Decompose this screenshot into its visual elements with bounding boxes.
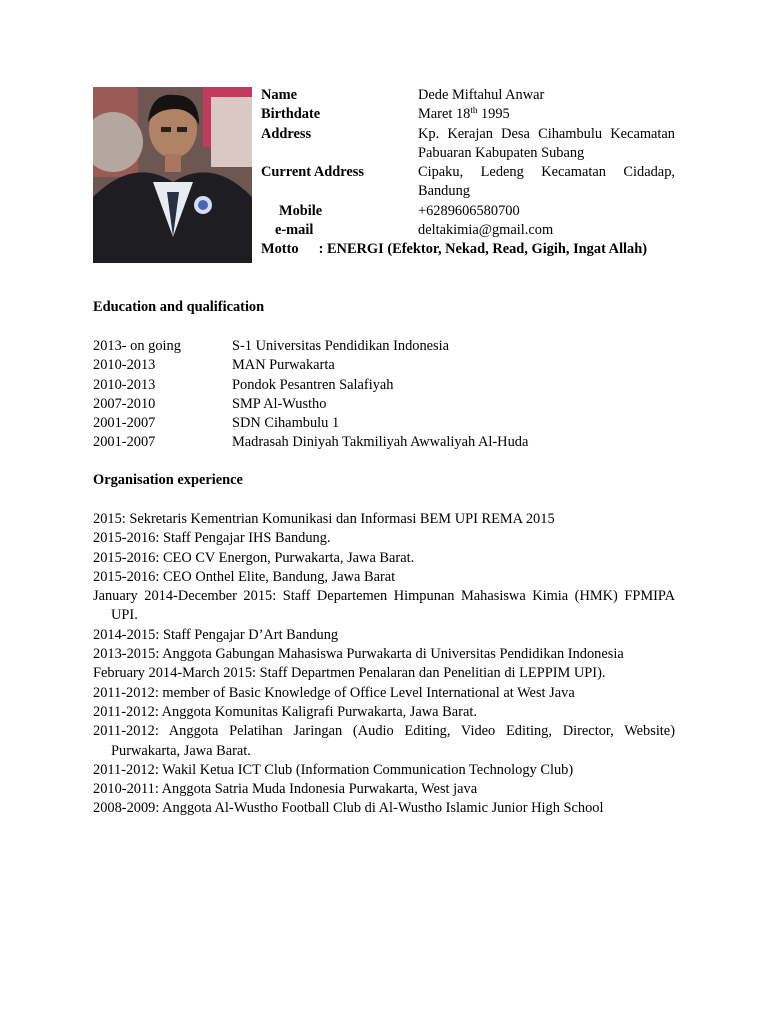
current-address-line-2: Bandung <box>418 183 470 200</box>
organisation-item: 2015-2016: CEO Onthel Elite, Bandung, Jawa Barat <box>93 568 396 585</box>
education-institution: Madrasah Diniyah Takmiliyah Awwaliyah Al-Huda <box>232 434 529 451</box>
education-years: 2001-2007 <box>93 415 156 432</box>
education-institution: S-1 Universitas Pendidikan Indonesia <box>232 338 450 354</box>
organisation-heading: Organisation experience <box>93 472 243 488</box>
organisation-item: 2008-2009: Anggota Al-Wustho Football Club di Al-Wustho Islamic Junior High School <box>93 800 604 817</box>
organisation-item: 2014-2015: Staff Pengajar D’Art Bandung <box>93 626 339 643</box>
organisation-item: 2013-2015: Anggota Gabungan Mahasiswa Purwakarta di Universitas Pendidikan Indonesia <box>93 646 624 663</box>
personal-info <box>261 86 675 260</box>
education-years: 2010-2013 <box>93 357 156 374</box>
organisation-item: 2011-2012: Wakil Ketua ICT Club (Information Communication Technology Club) <box>93 761 574 778</box>
birthdate-value: Maret 18th 1995 <box>418 105 510 123</box>
organisation-item: 2011-2012: member of Basic Knowledge of Office Level International at West Java <box>93 684 575 701</box>
motto-value: : ENERGI (Efektor, Nekad, Read, Gigih, Ingat Allah) <box>318 241 648 258</box>
education-institution: Pondok Pesantren Salafiyah <box>232 376 394 393</box>
current-address-label: Current Address <box>261 164 365 181</box>
education-years: 2013- on going <box>93 338 181 354</box>
organisation-item: 2011-2012: Anggota Komunitas Kaligrafi Purwakarta, Jawa Barat. <box>93 703 477 720</box>
education-years: 2001-2007 <box>93 434 156 451</box>
name-value: Dede Miftahul Anwar <box>418 87 545 103</box>
education-years: 2007-2010 <box>93 395 156 412</box>
portrait-photo-icon <box>93 87 252 263</box>
organisation-list <box>93 510 675 819</box>
organisation-item: 2011-2012: Anggota Pelatihan Jaringan (Audio Editing, Video Editing, Director, Website) Purwakarta, Jawa Barat. <box>93 723 675 759</box>
organisation-item: 2015: Sekretaris Kementrian Komunikasi dan Informasi BEM UPI REMA 2015 <box>93 511 555 527</box>
name-label: Name <box>261 87 297 103</box>
education-years: 2010-2013 <box>93 376 156 393</box>
organisation-item: 2010-2011: Anggota Satria Muda Indonesia Purwakarta, West java <box>93 781 478 798</box>
education-institution: SMP Al-Wustho <box>232 395 327 412</box>
address-line-1: Kp. Kerajan Desa Cihambulu Kecamatan <box>418 125 675 142</box>
current-address-line-1: Cipaku, Ledeng Kecamatan Cidadap, <box>418 164 675 181</box>
education-institution: MAN Purwakarta <box>232 357 335 374</box>
education-institution: SDN Cihambulu 1 <box>232 415 340 432</box>
address-line-2: Pabuaran Kabupaten Subang <box>418 144 585 161</box>
mobile-value: +6289606580700 <box>418 202 520 219</box>
organisation-item: 2015-2016: CEO CV Energon, Purwakarta, Jawa Barat. <box>93 549 415 566</box>
organisation-item: January 2014-December 2015: Staff Departemen Himpunan Mahasiswa Kimia (HMK) FPMIPA UPI. <box>93 588 675 624</box>
education-heading: Education and qualification <box>93 299 265 315</box>
email-label: e-mail <box>275 222 314 239</box>
organisation-item: February 2014-March 2015: Staff Departmen Penalaran dan Penelitian di LEPPIM UPI). <box>93 665 606 682</box>
organisation-item: 2015-2016: Staff Pengajar IHS Bandung. <box>93 530 331 547</box>
email-value: deltakimia@gmail.com <box>418 222 554 239</box>
profile-photo <box>93 87 252 263</box>
motto-label: Motto <box>261 241 299 258</box>
mobile-label: Mobile <box>279 202 323 219</box>
birthdate-label: Birthdate <box>261 106 321 123</box>
address-label: Address <box>261 125 312 142</box>
motto-line <box>261 241 647 257</box>
